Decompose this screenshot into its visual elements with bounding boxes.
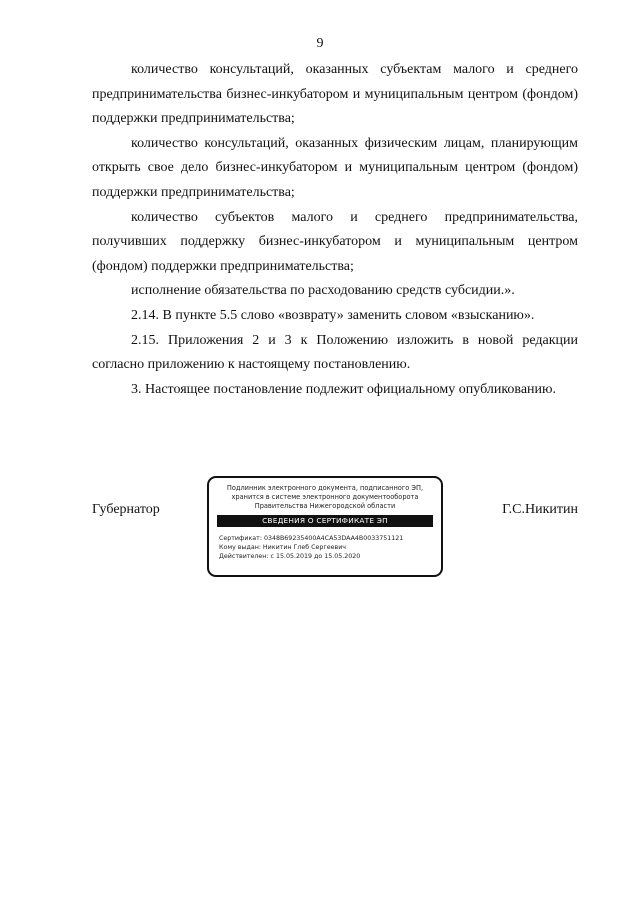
- signature-block: [0, 474, 640, 584]
- paragraph-supported-smb-count: количество субъектов малого и среднего предпринимательства, получивших поддержку бизнес-инкубатором и муниципальным центром (фондом) поддержки предпринимательства;: [92, 209, 578, 274]
- paragraph-2-15: 2.15. Приложения 2 и 3 к Положению изложить в новой редакции согласно приложению к настоящему постановлению.: [92, 332, 578, 373]
- stamp-notice: [217, 484, 433, 511]
- paragraph-consultations-smb: количество консультаций, оказанных субъектам малого и среднего предпринимательства бизнес-инкубатором и муниципальным центром (фондом) поддержки предпринимательства;: [92, 62, 578, 127]
- electronic-signature-stamp: [207, 476, 443, 577]
- certificate-holder: Кому выдан: Никитин Глеб Сергеевич: [219, 544, 347, 551]
- signatory-position: Губернатор: [92, 502, 160, 517]
- stamp-notice-line: Подлинник электронного документа, подписанного ЭП,: [226, 484, 424, 492]
- signatory-name: Г.С.Никитин: [502, 502, 578, 517]
- paragraph-consultations-individuals: количество консультаций, оказанных физическим лицам, планирующим открыть свое дело бизнес-инкубатором и муниципальным центром (фондом) поддержки предпринимательства;: [92, 135, 578, 200]
- paragraph-subsidy-obligation: исполнение обязательства по расходованию средств субсидии.».: [131, 283, 515, 299]
- stamp-notice-line: хранится в системе электронного документооборота: [231, 493, 419, 501]
- paragraph-3: 3. Настоящее постановление подлежит официальному опубликованию.: [131, 381, 556, 397]
- certificate-validity: Действителен: с 15.05.2019 до 15.05.2020: [219, 553, 361, 560]
- stamp-notice-line: Правительства Нижегородской области: [254, 502, 396, 510]
- stamp-details: [219, 534, 431, 561]
- document-body: [92, 58, 578, 402]
- stamp-header: СВЕДЕНИЯ О СЕРТИФИКАТЕ ЭП: [217, 515, 433, 527]
- certificate-number: Сертификат: 0348B69235400A4CA53DAA4B0033751121: [219, 535, 404, 542]
- paragraph-2-14: 2.14. В пункте 5.5 слово «возврату» заменить словом «взысканию».: [131, 307, 535, 323]
- page-number: 9: [316, 36, 324, 51]
